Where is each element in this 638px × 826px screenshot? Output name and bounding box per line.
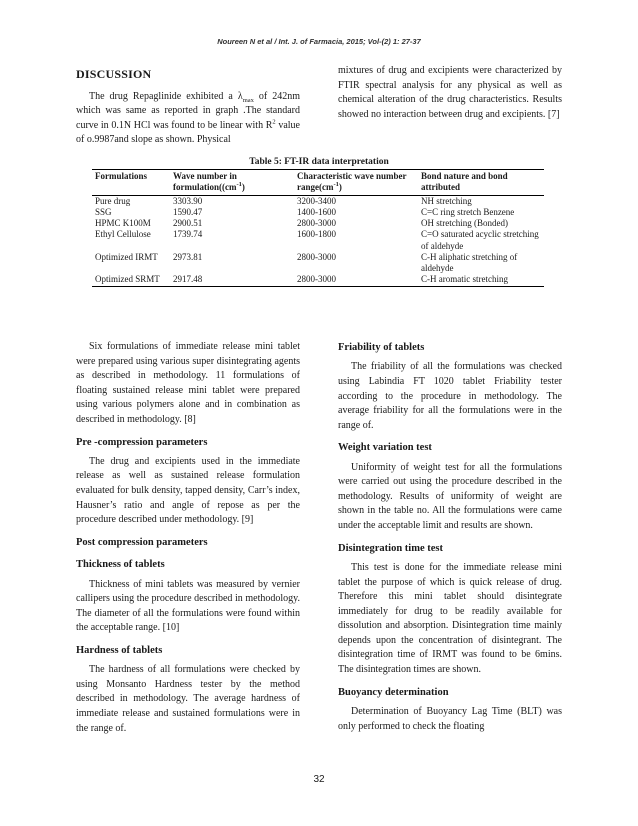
cell-wave: 1590.47 <box>173 206 203 217</box>
buoyancy-paragraph: Determination of Buoyancy Lag Time (BLT) was only performed to check the floating <box>338 706 562 732</box>
thickness-heading: Thickness of tablets <box>76 559 165 571</box>
cell-wave: 2973.81 <box>173 251 203 262</box>
cell-formulation: Optimized IRMT <box>95 251 158 262</box>
ftir-table <box>92 169 544 287</box>
cell-bond: NH stretching <box>421 195 472 206</box>
discussion-text-b: of 242nm which was same as reported in graph .The standard curve in 0.1N HCl was found to be linear with R <box>76 90 300 131</box>
table-row <box>92 252 544 275</box>
table-caption: Table 5: FT-IR data interpretation <box>249 157 389 167</box>
disintegration-heading: Disintegration time test <box>338 542 443 554</box>
cell-range: 3200-3400 <box>297 195 336 206</box>
header-bond-nature: Bond nature and bond attributed <box>418 170 544 196</box>
cell-wave: 1739.74 <box>173 229 203 240</box>
cell-range: 2800-3000 <box>297 218 336 228</box>
page-number: 32 <box>313 774 325 785</box>
cell-formulation: HPMC K100M <box>95 218 151 228</box>
table-row <box>92 229 544 252</box>
header-formulations: Formulations <box>92 170 170 196</box>
disintegration-paragraph: This test is done for the immediate release mini tablet the purpose of which is quick release of drug. Therefore this mini tablet should disintegrate immediately for drug to be readily available for dissolution and absorption. Disintegration time mainly depends upon the concentration of disintegrant. The disintegration time of IRMT was found to be 6mins. The disintegration times are shown. <box>338 561 562 676</box>
cell-bond: C-H aromatic stretching <box>421 274 508 285</box>
cell-formulation: Pure drug <box>95 195 131 206</box>
discussion-paragraph <box>76 90 300 148</box>
thickness-paragraph: Thickness of mini tablets was measured by vernier callipers using the procedure described in methodology. The diameter of all the formulations were found within the acceptable range. [10] <box>76 578 300 634</box>
friability-heading: Friability of tablets <box>338 342 425 353</box>
weight-variation-heading: Weight variation test <box>338 442 432 454</box>
header-wave-text: Wave number in formulation((cm <box>173 171 237 193</box>
cell-wave: 3303.90 <box>173 195 203 206</box>
post-compression-heading: Post compression parameters <box>76 536 208 548</box>
pre-compression-heading: Pre -compression parameters <box>76 436 208 448</box>
intro-paragraph: Six formulations of immediate release mini tablet were prepared using various super disintegrating agents as described in methodology. 11 formulations of floating sustained release mini tablet were prepared using various polymers alone and in combination as described in methodology. [8] <box>76 341 300 425</box>
discussion-continuation: mixtures of drug and excipients were characterized by FTIR spectral analysis for any physical as well as chemical alteration of the drug characteristics. Results showed no interaction between drug and excipients. [7] <box>338 65 562 120</box>
header-wave-sup: -1 <box>236 181 242 189</box>
hardness-heading: Hardness of tablets <box>76 644 163 656</box>
right-column <box>338 340 562 734</box>
cell-formulation: Ethyl Cellulose <box>95 229 151 240</box>
header-wave-number <box>170 170 294 196</box>
running-head: Noureen N et al / Int. J. of Farmacia, 2015; Vol-(2) 1: 27-37 <box>217 37 421 46</box>
pre-compression-paragraph: The drug and excipients used in the immediate release as well as sustained release formulation evaluated for bulk density, tapped density, Carr’s index, Hausner’s ratio and angle of repose as per the procedure described under methodology. [9] <box>76 455 300 526</box>
header-wave-close: ) <box>241 182 245 193</box>
weight-variation-paragraph: Uniformity of weight test for all the formulations were carried out using the procedure described in the methodology. Results of uniformity of weight are shown in the table no. All the formulations were came under the acceptable limit and results are shown. <box>338 461 562 531</box>
header-range-close: ) <box>338 182 342 193</box>
discussion-text-a: The drug Repaglinide exhibited a λ <box>89 90 243 102</box>
cell-bond: C=O saturated acyclic stretching of aldehyde <box>421 229 539 251</box>
cell-bond: OH stretching (Bonded) <box>421 218 508 228</box>
cell-wave: 2917.48 <box>173 274 203 285</box>
table-row <box>92 218 544 229</box>
lambda-subscript: max <box>242 96 254 104</box>
cell-range: 2800-3000 <box>297 251 336 262</box>
friability-paragraph: The friability of all the formulations was checked using Labindia FT 1020 tablet Friability tester according to the procedure in methodology. The average friability for all the formulations were in the range of. <box>338 361 562 431</box>
buoyancy-heading: Buoyancy determination <box>338 686 449 698</box>
cell-formulation: Optimized SRMT <box>95 274 160 285</box>
table-header-row <box>92 170 544 196</box>
header-range-text: Characteristic wave number range(cm <box>297 171 407 193</box>
cell-range: 1400-1600 <box>297 206 336 217</box>
discussion-text-c: value of o.9987and slope as shown. Physical <box>76 119 301 146</box>
hardness-paragraph: The hardness of all formulations were checked by using Monsanto Hardness tester by the method described in methodology. The average hardness of immediate release and sustained formulations were in the range of. <box>76 664 300 734</box>
cell-range: 1600-1800 <box>297 229 336 240</box>
r-squared-superscript: 2 <box>272 118 276 126</box>
table-row <box>92 207 544 218</box>
cell-wave: 2900.51 <box>173 218 203 228</box>
cell-bond: C=C ring stretch Benzene <box>421 206 515 217</box>
table-row <box>92 195 544 207</box>
discussion-heading: DISCUSSION <box>76 67 152 81</box>
cell-formulation: SSG <box>95 206 112 217</box>
table-row <box>92 274 544 286</box>
header-range-sup: -1 <box>333 181 339 189</box>
cell-range: 2800-3000 <box>297 274 336 285</box>
cell-bond: C-H aliphatic stretching of aldehyde <box>421 251 518 273</box>
discussion-continuation-column <box>338 64 562 122</box>
left-column <box>76 340 300 736</box>
header-characteristic-range <box>294 170 418 196</box>
discussion-column <box>76 64 300 148</box>
